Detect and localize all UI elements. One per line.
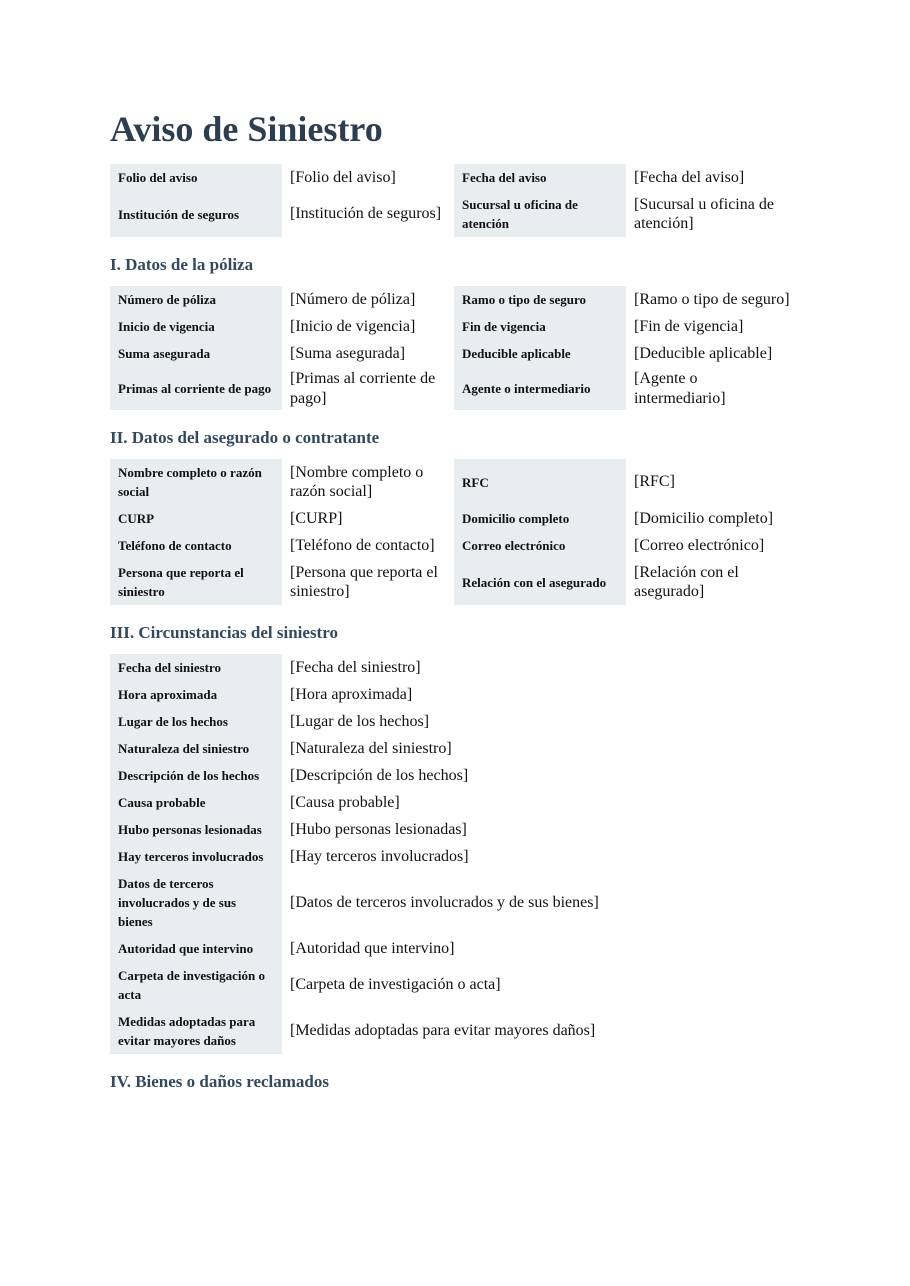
field-value[interactable]: [Nombre completo o razón social] bbox=[290, 463, 424, 500]
table-row bbox=[110, 164, 798, 191]
field-label: CURP bbox=[110, 505, 282, 532]
field-label: Primas al corriente de pago bbox=[110, 367, 282, 410]
field-label: RFC bbox=[454, 459, 626, 505]
table-row bbox=[110, 962, 678, 1008]
table-row bbox=[110, 681, 678, 708]
field-value[interactable]: [Datos de terceros involucrados y de sus bienes] bbox=[290, 893, 599, 911]
section-title-bienes: IV. Bienes o daños reclamados bbox=[110, 1072, 329, 1091]
table-row bbox=[110, 1008, 678, 1054]
section-title-circunstancias: III. Circunstancias del siniestro bbox=[110, 623, 338, 642]
field-value[interactable]: [Medidas adoptadas para evitar mayores daños] bbox=[290, 1022, 596, 1040]
field-value[interactable]: [Fecha del siniestro] bbox=[290, 658, 421, 676]
table-row bbox=[110, 762, 678, 789]
field-value[interactable]: [Causa probable] bbox=[290, 793, 400, 811]
field-value[interactable]: [Persona que reporta el siniestro] bbox=[290, 563, 438, 600]
field-label: Hay terceros involucrados bbox=[110, 843, 282, 870]
field-label: Autoridad que intervino bbox=[110, 935, 282, 962]
header-table bbox=[110, 164, 798, 237]
field-value[interactable]: [Primas al corriente de pago] bbox=[290, 370, 436, 407]
field-label: Fin de vigencia bbox=[454, 313, 626, 340]
poliza-table bbox=[110, 286, 798, 410]
field-value[interactable]: [Carpeta de investigación o acta] bbox=[290, 976, 501, 994]
field-label: Institución de seguros bbox=[110, 191, 282, 237]
table-row bbox=[110, 313, 798, 340]
field-label: Inicio de vigencia bbox=[110, 313, 282, 340]
field-value[interactable]: [Hubo personas lesionadas] bbox=[290, 820, 467, 838]
field-value[interactable]: [Fin de vigencia] bbox=[634, 317, 744, 335]
table-row bbox=[110, 935, 678, 962]
table-row bbox=[110, 286, 798, 313]
field-value[interactable]: [Suma asegurada] bbox=[290, 344, 406, 362]
field-label: Correo electrónico bbox=[454, 532, 626, 559]
field-label: Domicilio completo bbox=[454, 505, 626, 532]
table-row bbox=[110, 191, 798, 237]
field-value[interactable]: [Hay terceros involucrados] bbox=[290, 847, 469, 865]
table-row bbox=[110, 367, 798, 410]
table-row bbox=[110, 789, 678, 816]
field-label: Datos de terceros involucrados y de sus bienes bbox=[110, 870, 282, 935]
field-value[interactable]: [Relación con el asegurado] bbox=[634, 563, 739, 600]
table-row bbox=[110, 870, 678, 935]
field-label: Hora aproximada bbox=[110, 681, 282, 708]
document-page bbox=[110, 108, 800, 1103]
table-row bbox=[110, 532, 798, 559]
field-value[interactable]: [Número de póliza] bbox=[290, 290, 416, 308]
field-value[interactable]: [Autoridad que intervino] bbox=[290, 939, 455, 957]
field-label: Suma asegurada bbox=[110, 340, 282, 367]
field-label: Número de póliza bbox=[110, 286, 282, 313]
field-label: Naturaleza del siniestro bbox=[110, 735, 282, 762]
field-value[interactable]: [Sucursal u oficina de atención] bbox=[634, 195, 774, 232]
section-title-asegurado: II. Datos del asegurado o contratante bbox=[110, 428, 380, 447]
field-value[interactable]: [Institución de seguros] bbox=[290, 205, 442, 223]
field-value[interactable]: [Fecha del aviso] bbox=[634, 168, 745, 186]
table-row bbox=[110, 843, 678, 870]
field-label: Sucursal u oficina de atención bbox=[454, 191, 626, 237]
field-label: Causa probable bbox=[110, 789, 282, 816]
circunstancias-table bbox=[110, 654, 678, 1054]
table-row bbox=[110, 735, 678, 762]
field-label: Ramo o tipo de seguro bbox=[454, 286, 626, 313]
field-label: Fecha del aviso bbox=[454, 164, 626, 191]
field-label: Medidas adoptadas para evitar mayores daños bbox=[110, 1008, 282, 1054]
field-value[interactable]: [Lugar de los hechos] bbox=[290, 712, 430, 730]
field-label: Relación con el asegurado bbox=[454, 559, 626, 605]
document-title: Aviso de Siniestro bbox=[110, 109, 383, 149]
table-row bbox=[110, 559, 798, 605]
field-value[interactable]: [Descripción de los hechos] bbox=[290, 766, 469, 784]
section-title-poliza: I. Datos de la póliza bbox=[110, 255, 254, 274]
field-value[interactable]: [Deducible aplicable] bbox=[634, 344, 773, 362]
table-row bbox=[110, 459, 798, 505]
field-value[interactable]: [RFC] bbox=[634, 473, 675, 491]
table-row bbox=[110, 708, 678, 735]
field-value[interactable]: [Agente o intermediario] bbox=[634, 370, 726, 407]
field-value[interactable]: [Inicio de vigencia] bbox=[290, 317, 416, 335]
field-value[interactable]: [Ramo o tipo de seguro] bbox=[634, 290, 790, 308]
field-label: Carpeta de investigación o acta bbox=[110, 962, 282, 1008]
field-label: Teléfono de contacto bbox=[110, 532, 282, 559]
field-value[interactable]: [Correo electrónico] bbox=[634, 536, 765, 554]
field-label: Hubo personas lesionadas bbox=[110, 816, 282, 843]
field-value[interactable]: [CURP] bbox=[290, 509, 343, 527]
field-label: Fecha del siniestro bbox=[110, 654, 282, 681]
field-label: Folio del aviso bbox=[110, 164, 282, 191]
field-label: Descripción de los hechos bbox=[110, 762, 282, 789]
field-label: Lugar de los hechos bbox=[110, 708, 282, 735]
field-value[interactable]: [Hora aproximada] bbox=[290, 685, 413, 703]
field-value[interactable]: [Folio del aviso] bbox=[290, 168, 396, 186]
table-row bbox=[110, 654, 678, 681]
table-row bbox=[110, 816, 678, 843]
field-label: Nombre completo o razón social bbox=[110, 459, 282, 505]
field-label: Agente o intermediario bbox=[454, 367, 626, 410]
field-label: Deducible aplicable bbox=[454, 340, 626, 367]
field-value[interactable]: [Teléfono de contacto] bbox=[290, 536, 435, 554]
field-value[interactable]: [Naturaleza del siniestro] bbox=[290, 739, 452, 757]
field-label: Persona que reporta el siniestro bbox=[110, 559, 282, 605]
field-value[interactable]: [Domicilio completo] bbox=[634, 509, 774, 527]
asegurado-table bbox=[110, 459, 798, 605]
table-row bbox=[110, 340, 798, 367]
table-row bbox=[110, 505, 798, 532]
